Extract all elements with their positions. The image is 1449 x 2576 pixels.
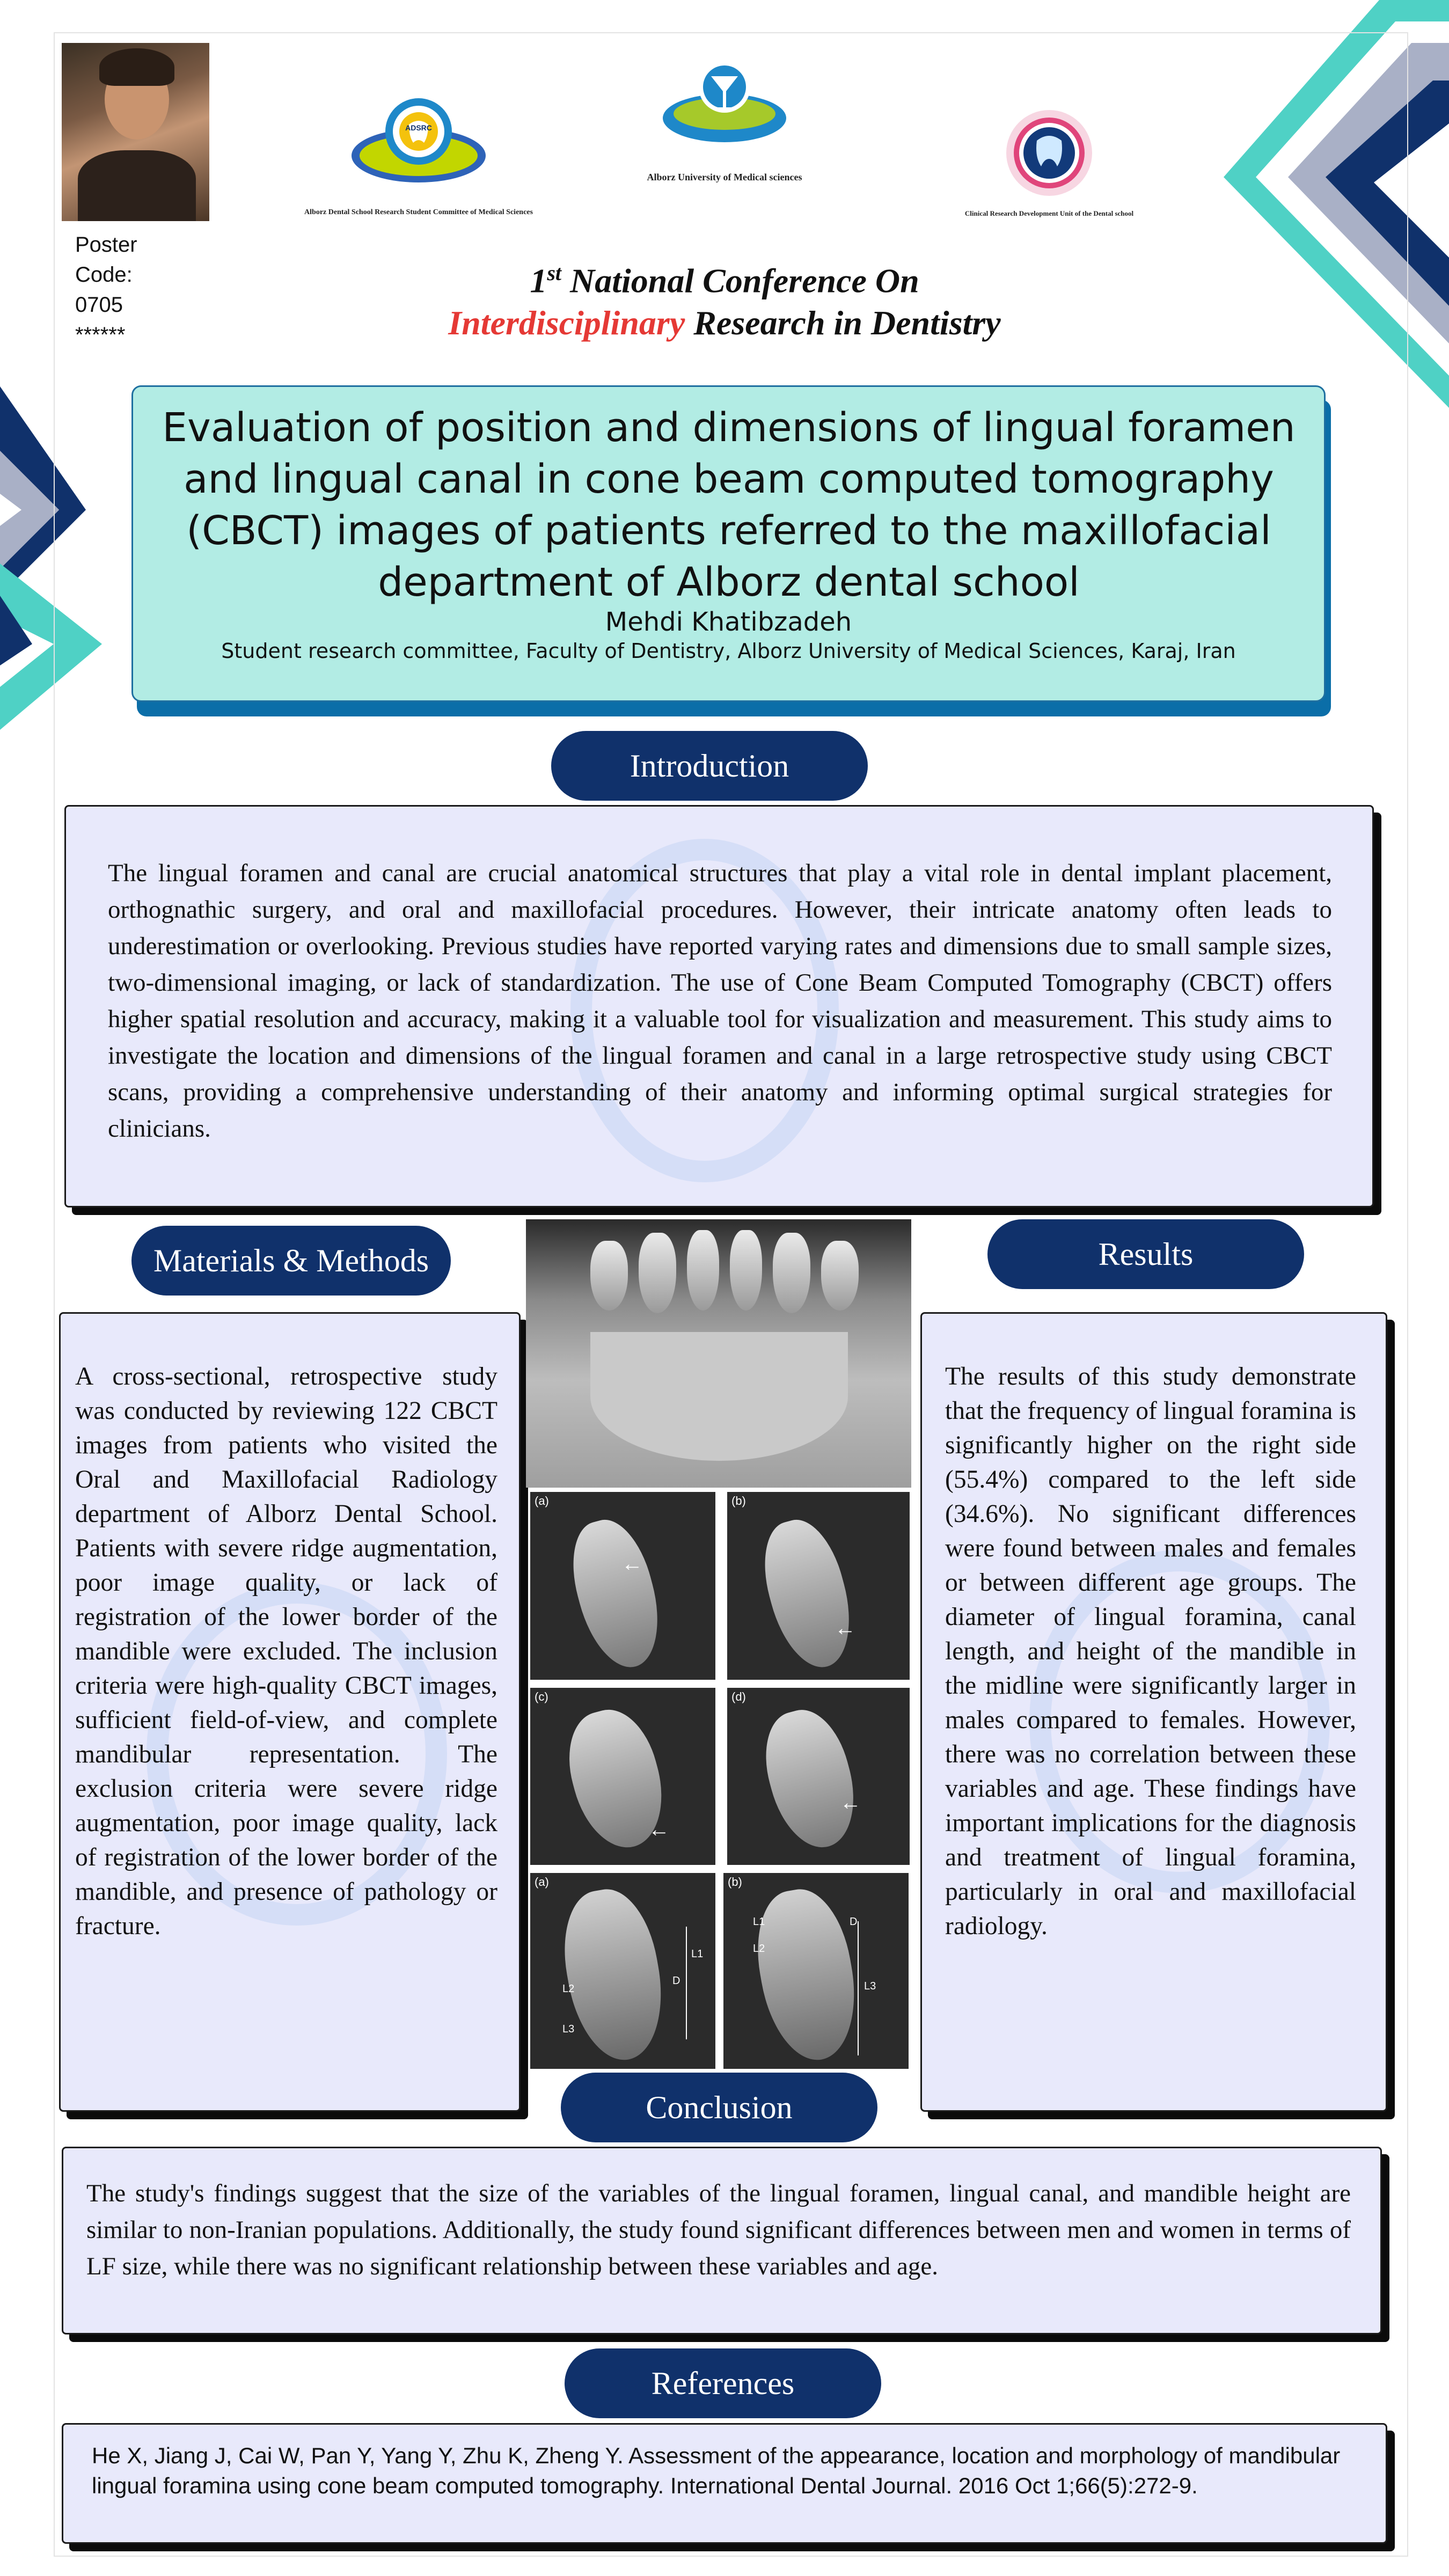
measure-label: L2 — [562, 1983, 575, 1995]
poster-title: Evaluation of position and dimensions of lingual foramen and lingual canal in cone beam computed tomography (CBCT) images of patients referred to the maxillofacial department of Alborz dental school — [162, 405, 1296, 605]
results-text: The results of this study demonstrate that the frequency of lingual foramina is significantly higher on the right side (55.4%) compared to the left side (34.6%). No significant differences were found between males and females or between different age groups. The diameter of lingual foramina, canal length, and height of the mandible in the midline were significantly larger in males compared to females. However, there was no correlation between these variables and age. These findings have important implications for the diagnosis and treatment of lingual foramina, particularly in oral and maxillofacial radiology. — [945, 1363, 1356, 1940]
references-heading: References — [565, 2348, 881, 2418]
figure-label: (b) — [731, 1494, 746, 1507]
measure-label: L3 — [864, 1980, 876, 1992]
conference-title-line2 — [268, 303, 1181, 343]
conference-title-text: National Conference On — [561, 261, 919, 300]
arrow-icon: ← — [621, 1552, 643, 1576]
conclusion-box — [62, 2147, 1382, 2334]
figure-label: (a) — [535, 1875, 549, 1889]
university-logo — [660, 54, 789, 156]
cbct-slice-c — [530, 1688, 715, 1865]
figure-label: (a) — [535, 1494, 549, 1507]
introduction-heading: Introduction — [551, 731, 868, 801]
methods-box — [59, 1312, 521, 2112]
arrow-icon: ← — [840, 1790, 861, 1814]
title-box — [131, 385, 1326, 702]
crdu-logo-caption: Clinical Research Development Unit of the Dental school — [964, 209, 1134, 217]
arrow-icon: ← — [835, 1616, 856, 1640]
conference-title-rest: Research in Dentistry — [685, 304, 1001, 342]
poster-code-line: Code: — [75, 263, 133, 287]
crdu-logo — [1004, 107, 1095, 199]
results-box — [920, 1312, 1387, 2112]
introduction-text: The lingual foramen and canal are crucial anatomical structures that play a vital role in dental implant placement, orthognathic surgery, and oral and maxillofacial procedures. However, their intricate anatomy often leads to underestimation or overlooking. Previous studies have reported varying rates and dimensions due to small sample sizes, two-dimensional imaging, or lack of standardization. The use of Cone Beam Computed Tomography (CBCT) offers higher spatial resolution and accuracy, making it a valuable tool for visualization and measurement. This study aims to investigate the location and dimensions of the lingual foramen and canal in a large retrospective study using CBCT scans, providing a comprehensive understanding of their anatomy and informing optimal surgical strategies for clinicians. — [108, 859, 1332, 1143]
cbct-measurement-b — [723, 1873, 909, 2069]
results-heading: Results — [987, 1219, 1304, 1289]
methods-text: A cross-sectional, retrospective study was conducted by reviewing 122 CBCT images from patients who visited the Oral and Maxillofacial Radiology department of Alborz Dental School. Patients with severe ridge augmentation, poor image quality, or lack of registration of the lower border of the mandible were excluded. The inclusion criteria were high-quality CBCT images, sufficient field-of-view, and complete mandibular representation. The exclusion criteria were severe ridge augmentation, poor image quality, lack of registration of the lower border of the mandible, and presence of pathology or fracture. — [75, 1363, 497, 1940]
measure-label: L1 — [753, 1916, 765, 1928]
poster-code — [75, 230, 204, 350]
poster-code-line: ****** — [75, 323, 126, 347]
introduction-box — [64, 805, 1374, 1208]
conclusion-heading: Conclusion — [561, 2073, 877, 2142]
figure-label: (c) — [535, 1690, 548, 1703]
author-affiliation: Student research committee, Faculty of Dentistry, Alborz University of Medical Sciences, Karaj, Iran — [221, 639, 1236, 663]
figure-label: (b) — [728, 1875, 742, 1889]
measure-label: L1 — [691, 1948, 704, 1960]
measure-label: D — [850, 1916, 858, 1928]
methods-heading: Materials & Methods — [131, 1226, 451, 1296]
conference-ordinal-suffix: st — [547, 261, 561, 285]
cbct-measurement-a — [530, 1873, 715, 2069]
cbct-slice-d — [727, 1688, 910, 1865]
measure-label: L2 — [753, 1943, 765, 1955]
figure-label: (d) — [731, 1690, 746, 1703]
cbct-slice-b — [727, 1492, 910, 1680]
conference-ordinal: 1 — [530, 261, 547, 300]
references-text: He X, Jiang J, Cai W, Pan Y, Yang Y, Zhu K, Zheng Y. Assessment of the appearance, location and morphology of mandibular lingual foramina using cone beam computed tomography. International Dental Journal. 2016 Oct 1;66(5):272-9. — [92, 2443, 1341, 2498]
adsr-logo-badge: ADSRC — [405, 123, 432, 132]
cbct-slice-a — [530, 1492, 715, 1680]
author-name: Mehdi Khatibzadeh — [605, 607, 852, 637]
conference-highlight: Interdisciplinary — [448, 304, 685, 342]
adsr-logo-caption: Alborz Dental School Research Student Committee of Medical Sciences — [304, 208, 533, 216]
author-photo — [62, 43, 209, 221]
arrow-icon: ← — [648, 1817, 670, 1841]
references-box — [62, 2423, 1387, 2544]
conference-title-line1 — [268, 260, 1181, 301]
university-logo-caption: Alborz University of Medical sciences — [647, 172, 802, 182]
jaw-occlusal-image — [526, 1219, 911, 1488]
measure-label: D — [672, 1975, 680, 1987]
poster-code-line: 0705 — [75, 293, 123, 317]
measure-label: L3 — [562, 2023, 575, 2035]
poster-code-line: Poster — [75, 233, 137, 257]
conclusion-text: The study's findings suggest that the size of the variables of the lingual foramen, lingual canal, and mandible height are similar to non-Iranian populations. Additionally, the study found significant differences between men and women in terms of LF size, while there was no significant relationship between these variables and age. — [86, 2179, 1351, 2280]
adsr-logo — [349, 91, 488, 193]
